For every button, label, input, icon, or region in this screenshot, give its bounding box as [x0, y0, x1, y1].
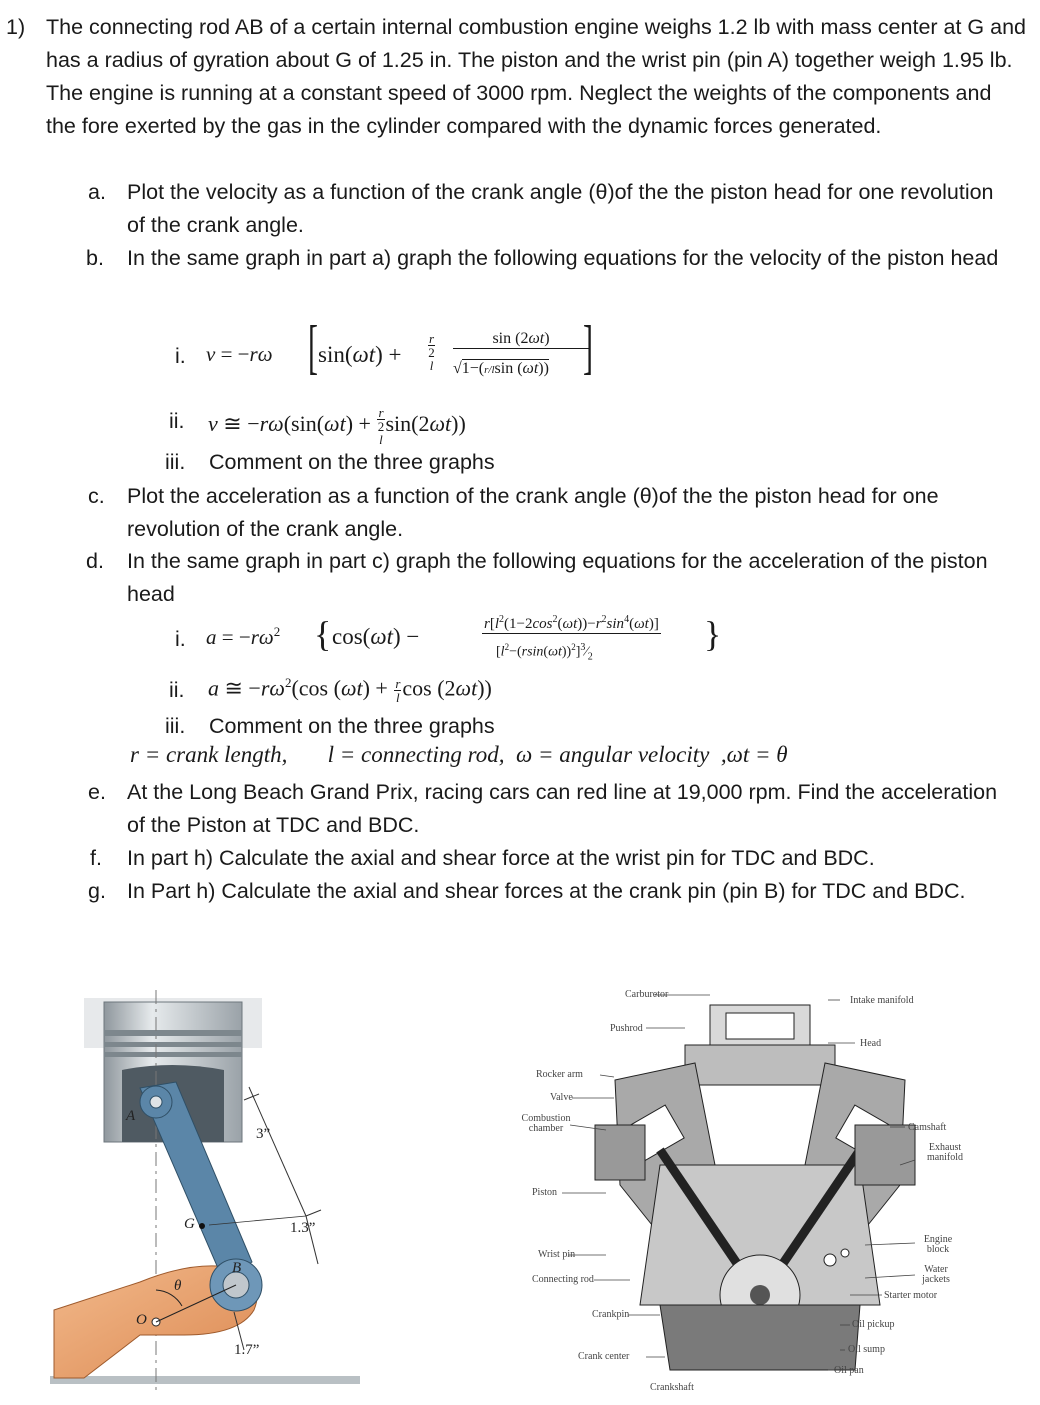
velocity-approx-equation: v ≅ −rω(sin(ωt) + r 2 l sin(2ωt))	[208, 405, 466, 447]
label-crankshaft: Crankshaft	[650, 1382, 694, 1393]
label-oil-sump: Oil sump	[848, 1344, 885, 1355]
part-e-text: At the Long Beach Grand Prix, racing cars can red line at 19,000 rpm. Find the acceleration of the Piston at TDC and BDC.	[127, 780, 998, 837]
part-b-iii-marker: iii.	[165, 450, 186, 474]
point-g-label: G	[184, 1216, 195, 1232]
label-oil-pan: Oil pan	[834, 1365, 864, 1376]
label-pushrod: Pushrod	[610, 1023, 643, 1034]
label-water-jackets: Water jackets	[922, 1264, 950, 1285]
part-g-text: In Part h) Calculate the axial and shear forces at the crank pin (pin B) for TDC and BDC.	[127, 879, 966, 903]
part-f-marker: f.	[90, 846, 102, 870]
part-a-text: Plot the velocity as a function of the crank angle (θ)of the the piston head for one revolution of the crank angle.	[127, 180, 994, 237]
angle-theta-label: θ	[174, 1278, 182, 1294]
part-b-marker: b.	[86, 246, 104, 270]
part-a-marker: a.	[88, 180, 106, 204]
part-c-text: Plot the acceleration as a function of the crank angle (θ)of the the piston head for one revolution of the crank angle.	[127, 484, 939, 541]
part-d-iii-marker: iii.	[165, 714, 186, 738]
problem-number: 1)	[6, 15, 26, 39]
label-head: Head	[860, 1038, 882, 1049]
part-d-text: In the same graph in part c) graph the following equations for the acceleration of the piston head	[127, 549, 988, 606]
label-valve: Valve	[550, 1092, 573, 1103]
part-b-i-marker: i.	[175, 344, 186, 368]
engine-cross-section-figure	[510, 985, 980, 1395]
label-crankpin: Crankpin	[592, 1309, 630, 1320]
engine-drawing	[510, 985, 980, 1395]
variable-definitions: r = crank length, l = connecting rod, ω = angular velocity ,ωt = θ	[130, 742, 788, 767]
part-e-marker: e.	[88, 780, 106, 804]
point-o-label: O	[136, 1312, 147, 1328]
dim-ob-label: 1.7”	[234, 1342, 260, 1358]
label-connecting-rod: Connecting rod	[532, 1274, 594, 1285]
part-f-text: In part h) Calculate the axial and shear force at the wrist pin for TDC and BDC.	[127, 846, 875, 870]
dim-ab-label: 3”	[256, 1126, 271, 1142]
velocity-exact-equation: v = −rω [ sin(ωt) + r 2 l sin (2ωt) √1−(r/lsin (ωt)) ]	[206, 314, 593, 380]
label-intake-manifold: Intake manifold	[850, 995, 914, 1006]
part-d-iii-text: Comment on the three graphs	[209, 714, 495, 738]
part-b-iii-text: Comment on the three graphs	[209, 450, 495, 474]
part-d-ii-marker: ii.	[169, 678, 185, 702]
part-g-marker: g.	[88, 879, 106, 903]
acceleration-approx-equation: a ≅ $-r\omega^2(\cos$ (ωt) + $\frac{r}{l}$ cos (2ωt))	[208, 675, 492, 705]
label-oil-pickup: Oil pickup	[852, 1319, 895, 1330]
slider-crank-drawing	[44, 990, 444, 1390]
label-engine-block: Engine block	[923, 1234, 953, 1255]
part-b-ii-marker: ii.	[169, 409, 185, 433]
label-crank-center: Crank center	[578, 1351, 630, 1362]
label-exhaust-manifold: Exhaust manifold	[926, 1142, 964, 1163]
acceleration-exact-equation: $a = -r\omega^2$ { cos(ωt) − $r[l^2(1-2\cos^2(\omega t))-r^2\sin^4(\omega t)]$ $[l^2-(rsin(\omega t))^2]^3⁄_2$ }	[206, 614, 722, 663]
dim-gb-label: 1.3”	[290, 1220, 316, 1236]
slider-crank-figure	[44, 990, 444, 1390]
label-piston: Piston	[532, 1187, 558, 1198]
part-d-i-marker: i.	[175, 627, 186, 651]
label-camshaft: Camshaft	[908, 1122, 947, 1133]
problem-intro: The connecting rod AB of a certain internal combustion engine weighs 1.2 lb with mass center at G and has a radius of gyration about G of 1.25 in. The piston and the wrist pin (pin A) together weigh 1.95 lb. The engine is running at a constant speed of 3000 rpm. Neglect the weights of the components and the fore exerted by the gas in the cylinder compared with the dynamic forces generated.	[46, 15, 1027, 138]
part-d-marker: d.	[86, 549, 104, 573]
point-a-label: A	[126, 1108, 136, 1124]
label-wrist-pin: Wrist pin	[538, 1249, 576, 1260]
label-carburetor: Carburetor	[625, 989, 669, 1000]
label-combustion-chamber: Combustion chamber	[521, 1113, 571, 1134]
label-rocker-arm: Rocker arm	[536, 1069, 583, 1080]
point-b-label: B	[232, 1260, 242, 1276]
label-starter-motor: Starter motor	[884, 1290, 938, 1301]
part-c-marker: c.	[88, 484, 105, 508]
part-b-text: In the same graph in part a) graph the following equations for the velocity of the piston head	[127, 246, 999, 270]
